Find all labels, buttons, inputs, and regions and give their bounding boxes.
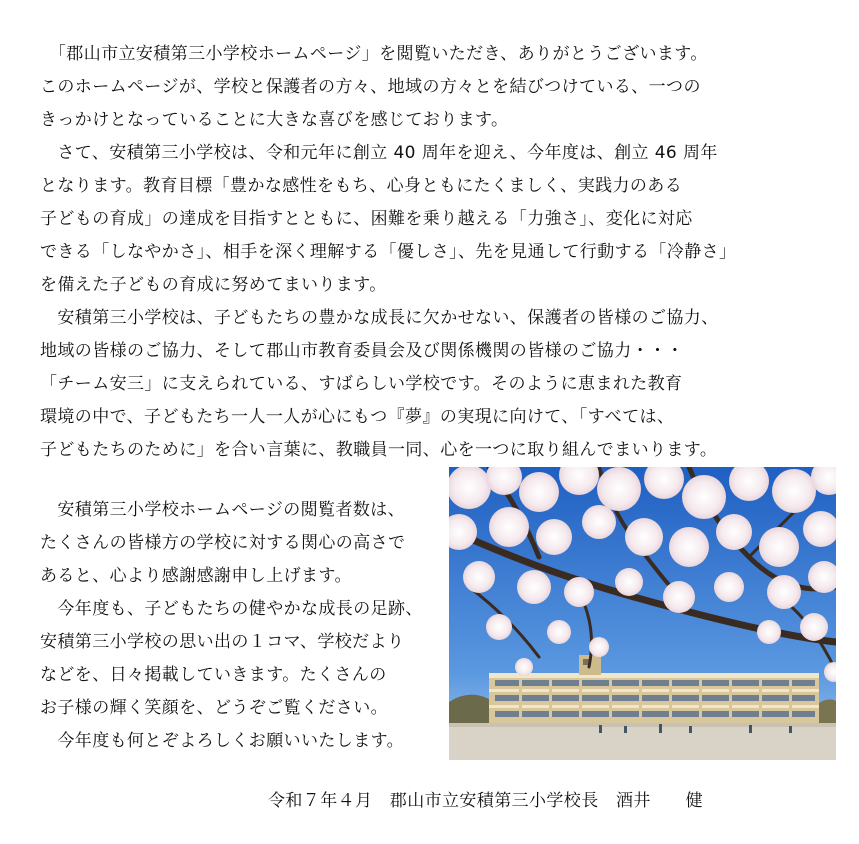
- greeting-line: 「郡山市立安積第三小学校ホームページ」を閲覧いただき、ありがとうございます。: [40, 44, 708, 64]
- greeting-line: 安積第三小学校の思い出の１コマ、学校だより: [40, 632, 405, 652]
- greeting-line: このホームページが、学校と保護者の方々、地域の方々とを結びつけている、一つの: [40, 77, 701, 97]
- greeting-line: さて、安積第三小学校は、令和元年に創立 40 周年を迎え、今年度は、創立 46 周年: [40, 143, 718, 163]
- greeting-line: 地域の皆様のご協力、そして郡山市教育委員会及び関係機関の皆様のご協力・・・: [40, 341, 684, 361]
- greeting-line: 今年度も何とぞよろしくお願いいたします。: [40, 731, 405, 751]
- signature: 令和７年４月 郡山市立安積第三小学校長 酒井 健: [268, 791, 703, 811]
- greeting-line: お子様の輝く笑顔を、どうぞご覧ください。: [40, 698, 388, 718]
- greeting-line: あると、心より感謝感謝申し上げます。: [40, 566, 352, 586]
- greeting-line: 安積第三小学校は、子どもたちの豊かな成長に欠かせない、保護者の皆様のご協力、: [40, 308, 719, 328]
- greeting-line: などを、日々掲載していきます。たくさんの: [40, 665, 387, 685]
- greeting-line: となります。教育目標「豊かな感性をもち、心身ともにたくましく、実践力のある: [40, 176, 683, 196]
- greeting-line: 「チーム安三」に支えられている、すばらしい学校です。そのように恵まれた教育: [40, 374, 683, 394]
- greeting-line: 安積第三小学校ホームページの閲覧者数は、: [40, 500, 406, 520]
- schoolyard: [449, 723, 836, 760]
- school-cherry-blossom-photo: [449, 467, 836, 760]
- greeting-line: 今年度も、子どもたちの健やかな成長の足跡、: [40, 599, 423, 619]
- greeting-line: できる「しなやかさ」、相手を深く理解する「優しさ」、先を見通して行動する「冷静さ」: [40, 242, 737, 262]
- greeting-line: 子どもたちのために」を合い言葉に、教職員一同、心を一つに取り組んでまいります。: [40, 440, 718, 460]
- greeting-line: たくさんの皆様方の学校に対する関心の高さで: [40, 533, 406, 553]
- greeting-line: 子どもの育成」の達成を目指すとともに、困難を乗り越える「力強さ」、変化に対応: [40, 209, 693, 229]
- greeting-line: を備えた子どもの育成に努めてまいります。: [40, 275, 387, 295]
- greeting-line: きっかけとなっていることに大きな喜びを感じております。: [40, 110, 509, 130]
- greeting-line: 環境の中で、子どもたち一人一人が心にもつ『夢』の実現に向けて、「すべては、: [40, 407, 675, 427]
